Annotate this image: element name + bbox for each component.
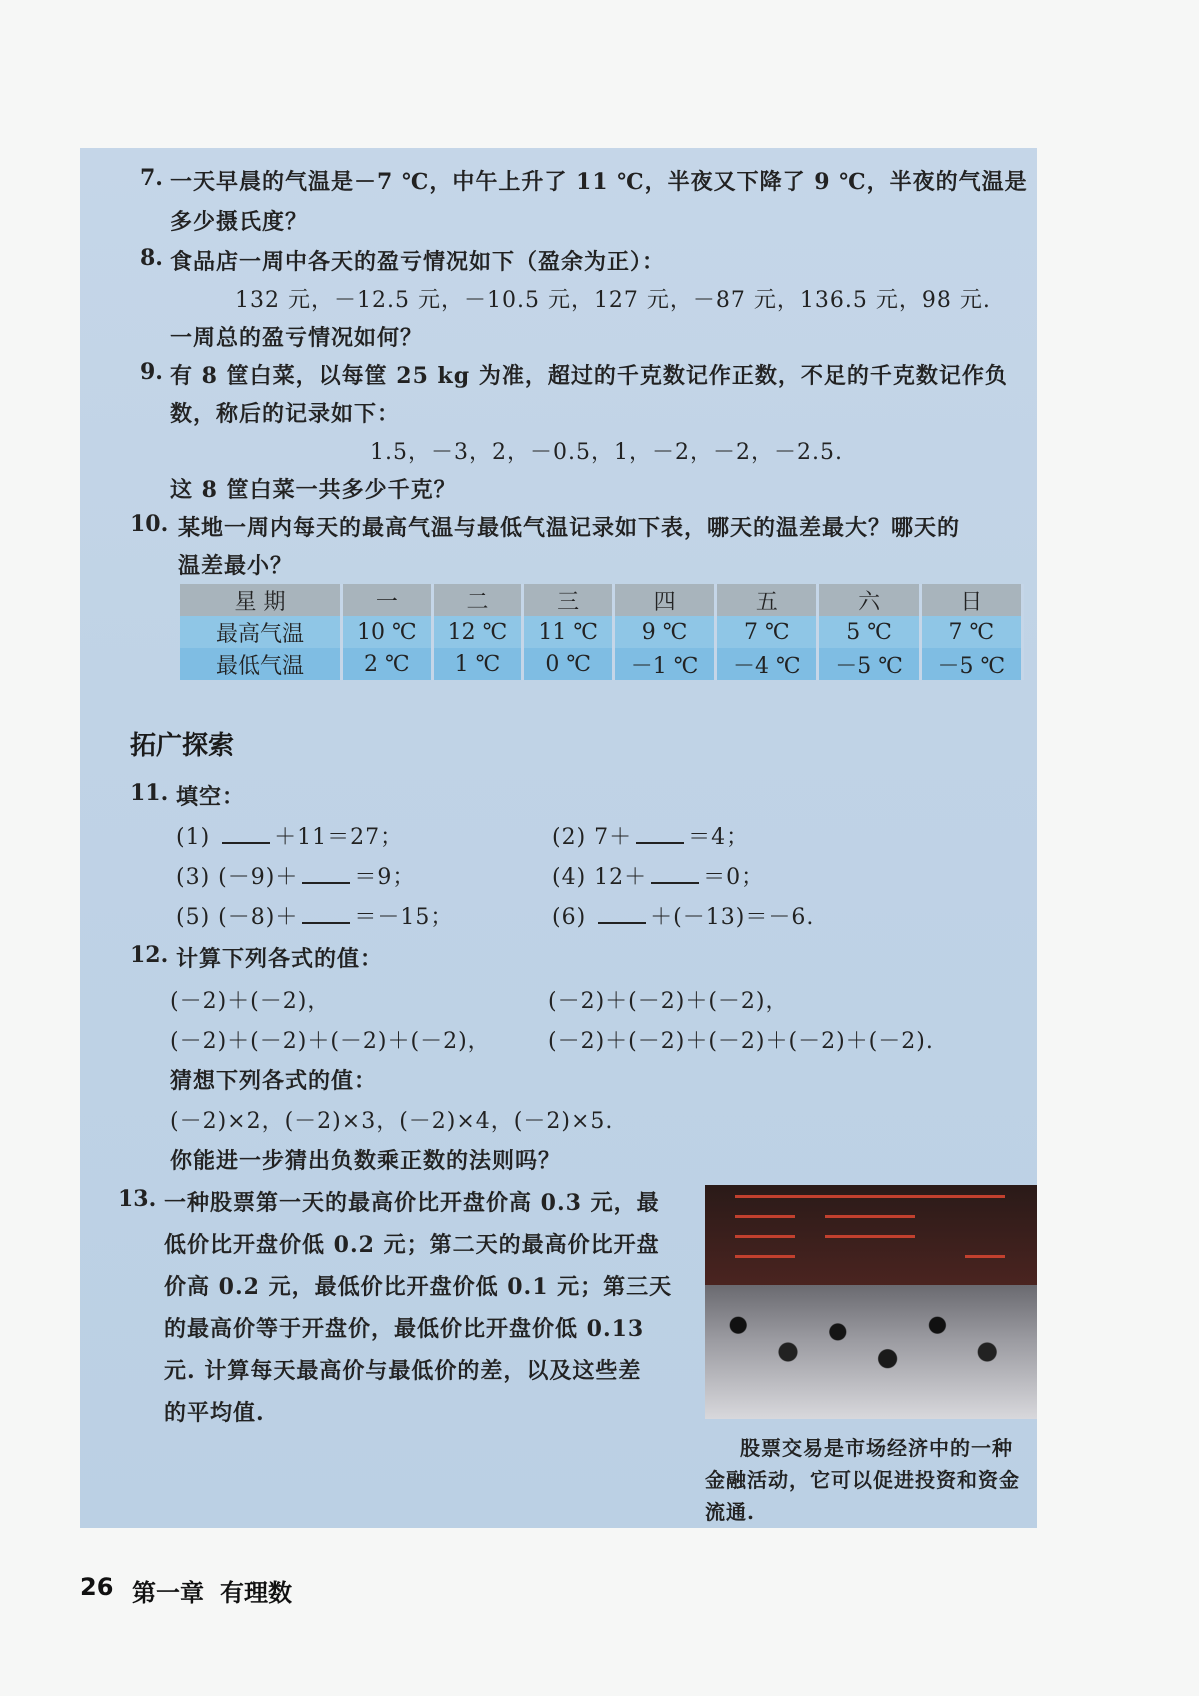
table-cell: 0 ℃ xyxy=(523,648,614,680)
table-cell: 最高气温 xyxy=(180,616,342,648)
table-cell: 7 ℃ xyxy=(716,616,818,648)
problem-12-question: 你能进一步猜出负数乘正数的法则吗？ xyxy=(170,1148,562,1174)
expression-1: (－2)＋(－2)， xyxy=(170,989,331,1014)
table-cell: 1 ℃ xyxy=(432,648,523,680)
section-title: 拓广探索 xyxy=(130,731,235,761)
problem-12-products: (－2)×2，(－2)×3，(－2)×4，(－2)×5. xyxy=(170,1109,614,1134)
table-header-cell: 星 期 xyxy=(180,584,342,616)
problem-12-number: 12. xyxy=(130,942,169,968)
fill-item-expression: ＋11＝27； xyxy=(274,825,404,850)
answer-blank[interactable] xyxy=(222,824,270,844)
table-header-cell: 六 xyxy=(818,584,920,616)
table-header-cell: 五 xyxy=(716,584,818,616)
problem-10-number: 10. xyxy=(130,511,169,537)
problem-13-line-3: 价高 0.2 元，最低价比开盘价低 0.1 元；第三天 xyxy=(164,1274,673,1300)
problem-10-line-1: 某地一周内每天的最高气温与最低气温记录如下表，哪天的温差最大？哪天的 xyxy=(178,515,961,541)
fill-item-label: (3) (－9)＋ xyxy=(176,865,299,890)
problem-13-line-1: 一种股票第一天的最高价比开盘价高 0.3 元，最 xyxy=(164,1190,660,1216)
expression-2: (－2)＋(－2)＋(－2)， xyxy=(548,989,789,1014)
problem-9-number: 9. xyxy=(140,359,163,385)
table-row-low xyxy=(180,648,1023,680)
problem-11-title: 填空： xyxy=(176,784,246,810)
photo-caption-line-1: 股票交易是市场经济中的一种 xyxy=(740,1436,1013,1460)
table-cell: 10 ℃ xyxy=(342,616,433,648)
answer-blank[interactable] xyxy=(598,904,646,924)
photo-caption-line-3: 流通. xyxy=(705,1500,755,1524)
fill-item-6 xyxy=(552,900,814,931)
problem-13-line-5: 元. 计算每天最高价与最低价的差，以及这些差 xyxy=(164,1358,642,1384)
answer-blank[interactable] xyxy=(302,904,350,924)
table-cell: 9 ℃ xyxy=(613,616,715,648)
table-header-cell: 三 xyxy=(523,584,614,616)
problem-8-line-1: 食品店一周中各天的盈亏情况如下（盈余为正）： xyxy=(170,249,666,275)
answer-blank[interactable] xyxy=(651,864,699,884)
table-header-row xyxy=(180,584,1023,616)
table-header-cell: 二 xyxy=(432,584,523,616)
temperature-table xyxy=(180,584,1024,680)
fill-item-3 xyxy=(176,860,415,891)
table-cell: －4 ℃ xyxy=(716,648,818,680)
fill-item-expression: ＝4； xyxy=(688,825,750,850)
fill-item-label: (1) xyxy=(176,825,211,850)
problem-7-line-1: 一天早晨的气温是－7 ℃，中午上升了 11 ℃，半夜又下降了 9 ℃，半夜的气温是 xyxy=(170,169,1028,195)
problem-9-line-2: 数，称后的记录如下： xyxy=(170,401,401,427)
fill-item-4 xyxy=(552,860,764,891)
fill-item-expression: ＝9； xyxy=(354,865,416,890)
board-line xyxy=(735,1195,1005,1198)
problem-12-guess: 猜想下列各式的值： xyxy=(170,1068,378,1094)
fill-item-expression: ＝－15； xyxy=(354,905,454,930)
table-cell: －5 ℃ xyxy=(818,648,920,680)
problem-8-number: 8. xyxy=(140,245,163,271)
problem-9-line-1: 有 8 筐白菜，以每筐 25 kg 为准，超过的千克数记作正数，不足的千克数记作负 xyxy=(170,363,1008,389)
problem-7-number: 7. xyxy=(140,165,163,191)
table-header-cell: 四 xyxy=(613,584,715,616)
problem-13-line-4: 的最高价等于开盘价，最低价比开盘价低 0.13 xyxy=(164,1316,645,1342)
page-number: 26 xyxy=(80,1573,114,1601)
problem-9-line-4: 这 8 筐白菜一共多少千克？ xyxy=(170,477,457,503)
table-cell: 7 ℃ xyxy=(920,616,1022,648)
fill-item-expression: ＋(－13)＝－6. xyxy=(650,905,815,930)
photo-caption-line-2: 金融活动，它可以促进投资和资金 xyxy=(705,1468,1020,1492)
fill-item-label: (6) xyxy=(552,905,587,930)
trading-board xyxy=(705,1185,1037,1285)
board-line xyxy=(735,1255,795,1258)
fill-item-label: (5) (－8)＋ xyxy=(176,905,299,930)
table-cell: 11 ℃ xyxy=(523,616,614,648)
answer-blank[interactable] xyxy=(636,824,684,844)
chapter-title: 有理数 xyxy=(220,1579,292,1607)
table-cell: 最低气温 xyxy=(180,648,342,680)
table-cell: 5 ℃ xyxy=(818,616,920,648)
table-cell: －5 ℃ xyxy=(920,648,1022,680)
table-row-high xyxy=(180,616,1023,648)
problem-8-line-3: 一周总的盈亏情况如何？ xyxy=(170,325,424,351)
answer-blank[interactable] xyxy=(302,864,350,884)
problem-13-line-2: 低价比开盘价低 0.2 元；第二天的最高价比开盘 xyxy=(164,1232,660,1258)
problem-13-line-6: 的平均值. xyxy=(164,1400,265,1426)
fill-item-5 xyxy=(176,900,453,931)
problem-11-number: 11. xyxy=(130,780,169,806)
fill-item-expression: ＝0； xyxy=(703,865,765,890)
board-line xyxy=(825,1215,915,1218)
stock-exchange-photo xyxy=(705,1185,1037,1419)
fill-item-1 xyxy=(176,820,403,851)
expression-4: (－2)＋(－2)＋(－2)＋(－2)＋(－2). xyxy=(548,1029,934,1054)
board-line xyxy=(735,1235,795,1238)
table-cell: 2 ℃ xyxy=(342,648,433,680)
chapter-label: 第一章 xyxy=(132,1579,204,1607)
expression-3: (－2)＋(－2)＋(－2)＋(－2)， xyxy=(170,1029,491,1054)
problem-9-values: 1.5，－3，2，－0.5，1，－2，－2，－2.5. xyxy=(370,440,843,465)
fill-item-2 xyxy=(552,820,749,851)
problem-8-values: 132 元，－12.5 元，－10.5 元，127 元，－87 元，136.5 元，98 元. xyxy=(235,288,991,313)
problem-13-number: 13. xyxy=(118,1186,157,1212)
problem-10-line-2: 温差最小？ xyxy=(178,553,294,579)
fill-item-label: (2) 7＋ xyxy=(552,825,633,850)
problem-7-line-2: 多少摄氏度？ xyxy=(170,209,309,235)
table-header-cell: 一 xyxy=(342,584,433,616)
table-header-cell: 日 xyxy=(920,584,1022,616)
trading-floor-crowd xyxy=(705,1285,1037,1419)
fill-item-label: (4) 12＋ xyxy=(552,865,648,890)
table-cell: －1 ℃ xyxy=(613,648,715,680)
board-line xyxy=(825,1235,915,1238)
table-cell: 12 ℃ xyxy=(432,616,523,648)
problem-12-title: 计算下列各式的值： xyxy=(176,946,384,972)
board-line xyxy=(965,1255,1005,1258)
board-line xyxy=(735,1215,795,1218)
